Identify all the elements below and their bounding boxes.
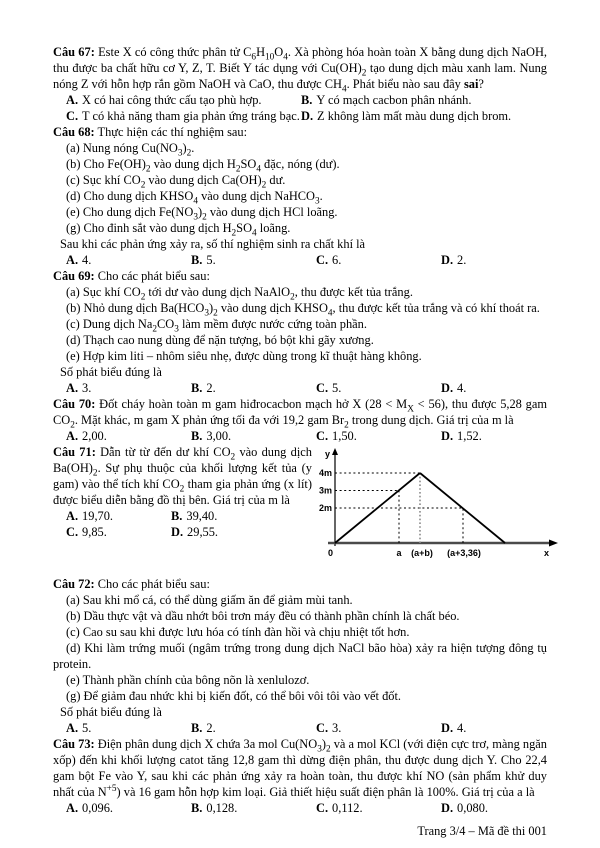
option-text: 5. xyxy=(332,381,342,395)
option-letter: D. xyxy=(441,253,454,267)
option-a xyxy=(66,92,301,108)
option-letter: B. xyxy=(191,381,203,395)
list-item: (a) Nung nóng $Cu(NO_3)_2$. xyxy=(66,141,195,159)
option-b xyxy=(191,428,316,444)
list-item: (d) Khi làm trứng muối (ngâm trứng trong dung dịch NaCl bão hòa) xảy ra hiện tượng đông tụ protein. xyxy=(53,641,547,671)
option-letter: D. xyxy=(171,525,184,539)
question-number: Câu 70: xyxy=(53,397,96,411)
option-letter: A. xyxy=(66,801,79,815)
question-text: Thực hiện các thí nghiệm sau: xyxy=(97,125,248,139)
list-item: (a) Sục khí $CO_2$ tới dư vào dung dịch NaAlO$_2$, thu được kết tủa trắng. xyxy=(66,285,413,303)
question-body xyxy=(53,736,547,800)
question-closing: Sau khi các phản ứng xảy ra, số thí nghiệm sinh ra chất khí là xyxy=(60,237,366,251)
option-text: 2,00. xyxy=(82,429,107,443)
option-a xyxy=(66,508,171,524)
option-letter: B. xyxy=(191,801,203,815)
option-text: 19,70. xyxy=(82,509,114,523)
origin-label: 0 xyxy=(328,548,334,558)
list-item: (d) Cho dung dịch $KHSO_4$ vào dung dịch NaHCO$_3$. xyxy=(66,189,323,207)
rising-line xyxy=(335,473,420,543)
list-item: (e) Hợp kim liti – nhôm siêu nhẹ, được dùng trong kĩ thuật hàng không. xyxy=(66,349,422,363)
question-text: Este X có công thức phân tử $C_6H_{10}O_4$. Xà phòng hóa hoàn toàn X bằng dung dịch NaOH, thu được ba chất hữu cơ Y, Z, T. Biết Y tác dụng với $Cu(OH)_2$ tạo dung dịch màu xanh lam. Nung nóng Z với hỗn hợp rắn gồm NaOH và CaO, thu được $CH_4$. Phát biểu nào sau đây sai? xyxy=(53,45,547,95)
question-body xyxy=(53,396,547,431)
option-b xyxy=(191,800,316,816)
option-text: 4. xyxy=(457,721,467,735)
option-text: Y có mạch cacbon phân nhánh. xyxy=(316,93,472,107)
option-letter: C. xyxy=(66,525,79,539)
question-71 xyxy=(53,444,550,576)
answer-options-row xyxy=(66,428,547,444)
option-text: 2. xyxy=(206,381,216,395)
option-text: 0,128. xyxy=(206,801,238,815)
question-67 xyxy=(53,44,547,124)
list-item: (g) Để giảm đau nhức khi bị kiến đốt, có thể bôi vôi tôi vào vết đốt. xyxy=(66,689,402,703)
option-letter: A. xyxy=(66,429,79,443)
option-letter: B. xyxy=(191,429,203,443)
option-text: 0,080. xyxy=(457,801,489,815)
question-text: Cho các phát biểu sau: xyxy=(97,269,210,283)
answer-options-row xyxy=(66,720,547,736)
x-axis-arrow-icon xyxy=(549,540,558,547)
question-body xyxy=(53,44,547,95)
option-text: 29,55. xyxy=(187,525,219,539)
option-text: 0,096. xyxy=(82,801,114,815)
option-c xyxy=(316,720,441,736)
option-c xyxy=(316,800,441,816)
option-c xyxy=(316,252,441,268)
option-c xyxy=(66,108,301,124)
answer-options-row xyxy=(66,92,547,108)
answer-options-row xyxy=(66,252,547,268)
option-d xyxy=(171,524,218,540)
y-axis-label: y xyxy=(325,449,331,459)
option-d xyxy=(441,380,466,396)
option-letter: A. xyxy=(66,509,79,523)
option-letter: B. xyxy=(191,721,203,735)
answer-options-row xyxy=(66,108,547,124)
option-b xyxy=(171,508,217,524)
question-number: Câu 71: xyxy=(53,445,96,459)
option-text: 6. xyxy=(332,253,342,267)
option-letter: D. xyxy=(441,381,454,395)
option-d xyxy=(441,720,466,736)
option-letter: C. xyxy=(316,721,329,735)
option-b xyxy=(191,720,316,736)
x-tick-a336: (a+3,36) xyxy=(447,548,481,558)
option-letter: C. xyxy=(316,801,329,815)
question-number: Câu 68: xyxy=(53,125,95,139)
option-c xyxy=(66,524,171,540)
answer-options-row xyxy=(66,508,312,524)
question-text: Đốt cháy hoàn toàn m gam hiđrocacbon mạch hở X $(28 < M_X < 56)$, thu được 5,28 gam $CO_2$. Mặt khác, m gam X phản ứng tối đa với 19,2 gam $Br_2$ trong dung dịch. Giá trị của m là xyxy=(53,397,547,431)
y-axis-arrow-icon xyxy=(332,448,338,455)
list-item: (a) Sau khi mổ cá, có thể dùng giấm ăn để giảm mùi tanh. xyxy=(66,593,353,607)
option-text: 3,00. xyxy=(206,429,232,443)
question-70 xyxy=(53,396,547,444)
option-c xyxy=(316,380,441,396)
option-a xyxy=(66,252,191,268)
option-letter: C. xyxy=(316,381,329,395)
question-intro xyxy=(53,576,547,592)
option-b xyxy=(191,252,316,268)
option-letter: B. xyxy=(301,93,313,107)
question-text: Điện phân dung dịch X chứa 3a mol $Cu(NO_3)_2$ và a mol KCl (với điện cực trơ, màng ngăn xốp) đến khi khối lượng catot tăng 12,8 gam thì dừng điện phân, thu được dung dịch Y. Cho 22,4 gam bột Fe vào Y, sau khi các phản ứng xảy ra hoàn toàn, thu được khí NO (sản phẩm khử duy nhất của $N^{+5}$) và 16 gam hỗn hợp kim loại. Giả thiết hiệu suất điện phân là 100%. Giá trị của a là xyxy=(53,737,547,799)
option-letter: C. xyxy=(316,253,329,267)
option-letter: D. xyxy=(441,801,454,815)
option-text: 0,112. xyxy=(332,801,363,815)
option-letter: D. xyxy=(441,429,454,443)
question-69 xyxy=(53,268,547,396)
option-text: 39,40. xyxy=(186,509,218,523)
option-letter: B. xyxy=(191,253,203,267)
page-footer: Trang 3/4 – Mã đề thi 001 xyxy=(417,824,547,838)
option-text: 5. xyxy=(206,253,216,267)
option-text: 4. xyxy=(457,381,467,395)
answer-options-row xyxy=(66,800,547,816)
option-text: 1,50. xyxy=(332,429,357,443)
option-text: 1,52. xyxy=(457,429,482,443)
y-tick-4m: 4m xyxy=(318,468,332,478)
option-letter: C. xyxy=(316,429,329,443)
option-text: 2. xyxy=(457,253,467,267)
option-text: T có khả năng tham gia phản ứng tráng bạc. xyxy=(82,109,300,123)
list-item: (b) Dầu thực vật và dầu nhớt bôi trơn máy đều có thành phần chính là chất béo. xyxy=(66,609,460,623)
option-text: 4. xyxy=(82,253,92,267)
question-closing: Số phát biểu đúng là xyxy=(60,705,162,719)
option-a xyxy=(66,380,191,396)
precipitate-mass-chart xyxy=(313,446,565,572)
option-letter: A. xyxy=(66,381,79,395)
option-a xyxy=(66,720,191,736)
list-item: (g) Cho đinh sắt vào dung dịch $H_2SO_4$ loãng. xyxy=(66,221,291,239)
list-item: (e) Thành phần chính của bông nõn là xenlulozơ. xyxy=(66,673,310,687)
question-intro xyxy=(53,124,547,140)
question-body xyxy=(53,444,312,508)
option-letter: A. xyxy=(66,93,79,107)
question-72 xyxy=(53,576,547,736)
option-letter: A. xyxy=(66,253,79,267)
x-tick-ab: (a+b) xyxy=(411,548,433,558)
option-letter: A. xyxy=(66,721,79,735)
option-d xyxy=(441,800,488,816)
question-text: Dẫn từ từ đến dư khí $CO_2$ vào dung dịch $Ba(OH)_2$. Sự phụ thuộc của khối lượng kết tủa (y gam) vào thể tích khí $CO_2$ tham gia phản ứng (x lít) được biểu diễn bằng đồ thị bên. Giá trị của m là xyxy=(53,445,312,507)
question-text: Cho các phát biểu sau: xyxy=(97,577,210,591)
list-item: (c) Sục khí $CO_2$ vào dung dịch $Ca(OH)_2$ dư. xyxy=(66,173,286,191)
answer-options-row xyxy=(66,524,312,540)
question-73 xyxy=(53,736,547,816)
answer-options-row xyxy=(66,380,547,396)
option-letter: D. xyxy=(441,721,454,735)
list-item: (b) Nhỏ dung dịch $Ba(HCO_3)_2$ vào dung dịch $KHSO_4$, thu được kết tủa trắng và có khí thoát ra. xyxy=(66,301,540,319)
list-item: (c) Dung dịch $Na_2CO_3$ làm mềm được nước cứng toàn phần. xyxy=(66,317,367,335)
option-a xyxy=(66,800,191,816)
question-intro xyxy=(53,268,547,284)
option-text: 3. xyxy=(332,721,342,735)
option-letter: C. xyxy=(66,109,79,123)
question-number: Câu 69: xyxy=(53,269,95,283)
list-item: (d) Thạch cao nung dùng để nặn tượng, bó bột khi gãy xương. xyxy=(66,333,374,347)
question-closing: Số phát biểu đúng là xyxy=(60,365,162,379)
list-item: (b) Cho $Fe(OH)_2$ vào dung dịch $H_2SO_4$ đặc, nóng (dư). xyxy=(66,157,340,175)
option-b xyxy=(191,380,316,396)
list-item: (e) Cho dung dịch $Fe(NO_3)_2$ vào dung dịch HCl loãng. xyxy=(66,205,338,223)
y-tick-2m: 2m xyxy=(318,503,332,513)
option-d xyxy=(441,428,482,444)
option-letter: B. xyxy=(171,509,183,523)
option-text: 5. xyxy=(82,721,92,735)
option-text: 3. xyxy=(82,381,92,395)
x-tick-a: a xyxy=(396,548,402,558)
option-text: 2. xyxy=(206,721,216,735)
question-number: Câu 73: xyxy=(53,737,95,751)
option-letter: D. xyxy=(301,109,314,123)
x-axis-label: x xyxy=(544,548,550,558)
option-text: X có hai công thức cấu tạo phù hợp. xyxy=(82,93,262,107)
option-c xyxy=(316,428,441,444)
option-text: Z không làm mất màu dung dịch brom. xyxy=(317,109,512,123)
option-d xyxy=(441,252,466,268)
option-d xyxy=(301,108,511,124)
option-a xyxy=(66,428,191,444)
question-68 xyxy=(53,124,547,268)
list-item: (c) Cao su sau khi được lưu hóa có tính đàn hồi và chịu nhiệt tốt hơn. xyxy=(66,625,410,639)
option-text: 9,85. xyxy=(82,525,107,539)
question-number: Câu 72: xyxy=(53,577,95,591)
question-number: Câu 67: xyxy=(53,45,95,59)
option-b xyxy=(301,92,471,108)
y-tick-3m: 3m xyxy=(318,485,332,496)
